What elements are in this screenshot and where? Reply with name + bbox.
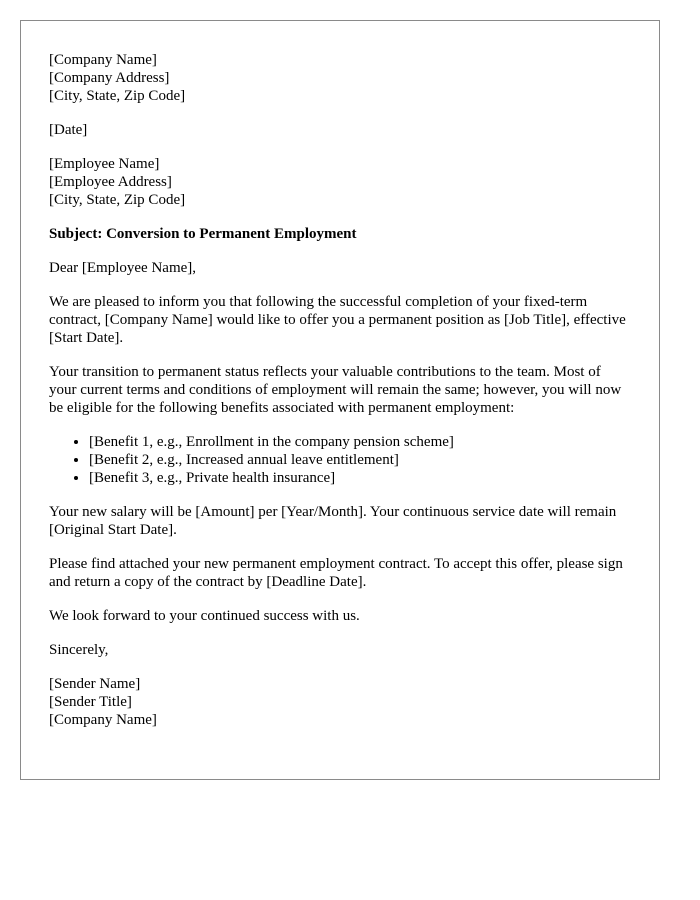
signature-block xyxy=(49,675,631,729)
intro-paragraph: We are pleased to inform you that following the successful completion of your fixed-term contract, [Company Name] would like to offer you a permanent position as [Job Title], effective [Start Date]. xyxy=(49,294,626,346)
sender-company-name: [Company Name] xyxy=(49,52,157,68)
recipient-city-state-zip: [City, State, Zip Code] xyxy=(49,192,186,208)
signature-company-name: [Company Name] xyxy=(49,712,157,728)
sign-off: Sincerely, xyxy=(49,642,109,658)
letter-page xyxy=(20,20,660,780)
letter-date: [Date] xyxy=(49,122,88,138)
benefits-list xyxy=(49,433,631,487)
attachment-paragraph: Please find attached your new permanent employment contract. To accept this offer, please sign and return a copy of the contract by [Deadline Date]. xyxy=(49,556,623,590)
signature-sender-title: [Sender Title] xyxy=(49,694,132,710)
recipient-employee-name: [Employee Name] xyxy=(49,156,160,172)
salary-paragraph: Your new salary will be [Amount] per [Year/Month]. Your continuous service date will remain [Original Start Date]. xyxy=(49,504,617,538)
closing-paragraph: We look forward to your continued success with us. xyxy=(49,608,360,624)
sender-company-address: [Company Address] xyxy=(49,70,170,86)
sender-address-block xyxy=(49,51,631,105)
sender-city-state-zip: [City, State, Zip Code] xyxy=(49,88,186,104)
benefit-item: • [Benefit 1, e.g., Enrollment in the company pension scheme] xyxy=(89,433,631,451)
signature-sender-name: [Sender Name] xyxy=(49,676,141,692)
benefit-item: • [Benefit 2, e.g., Increased annual leave entitlement] xyxy=(89,451,631,469)
salutation: Dear [Employee Name], xyxy=(49,260,197,276)
date-block xyxy=(49,121,631,139)
recipient-employee-address: [Employee Address] xyxy=(49,174,172,190)
transition-paragraph: Your transition to permanent status reflects your valuable contributions to the team. Most of your current terms and conditions of employment will remain the same; however, you will now be eligible for the following benefits associated with permanent employment: xyxy=(49,364,622,416)
benefit-item: • [Benefit 3, e.g., Private health insurance] xyxy=(89,469,631,487)
subject-line: Subject: Conversion to Permanent Employment xyxy=(49,226,357,242)
recipient-address-block xyxy=(49,155,631,209)
